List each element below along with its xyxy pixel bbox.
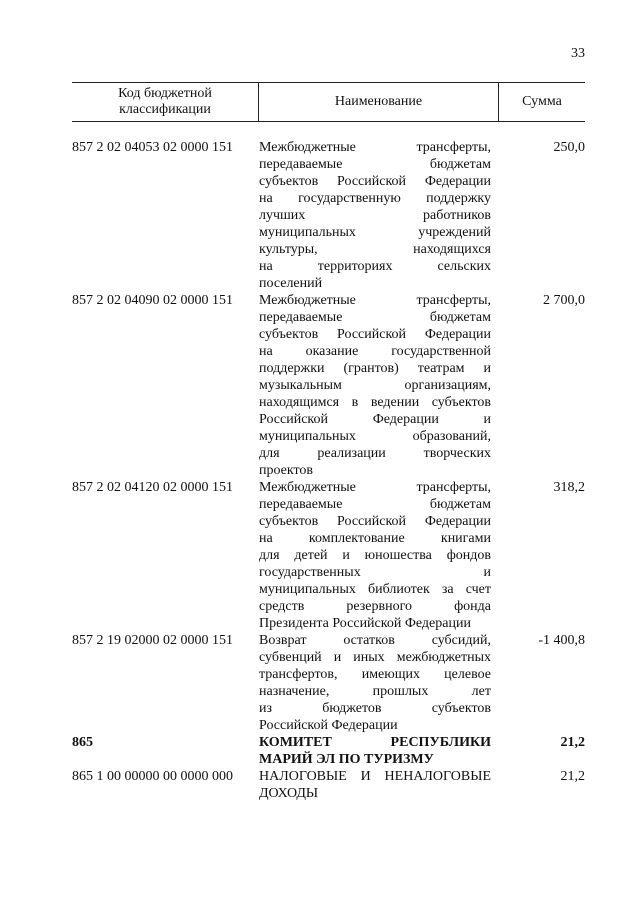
table-header [72,82,585,122]
row-name-line: муниципальных библиотек за счет [259,582,491,597]
row-name-line: из бюджетов субъектов [259,701,491,716]
table-body [72,139,585,802]
table-row [72,768,585,802]
row-name-line: на государственную поддержку [259,191,491,206]
row-name-line: государственных и [259,565,491,580]
table-row [72,632,585,734]
row-name-line: субъектов Российской Федерации [259,327,491,342]
table-row [72,734,585,768]
row-name-line: для детей и юношества фондов [259,548,491,563]
row-code: 865 [72,735,93,750]
table-row [72,139,585,292]
row-name-line: субвенций и иных межбюджетных [259,650,491,665]
row-name-line: ДОХОДЫ [259,786,319,801]
row-name-line: муниципальных образований, [259,429,491,444]
row-name-line: передаваемые бюджетам [259,497,491,512]
row-name-line: Российской Федерации и [259,412,491,427]
page-number: 33 [571,46,585,61]
row-name [259,734,491,768]
row-name-line: Межбюджетные трансферты, [259,293,491,308]
row-code: 857 2 02 04090 02 0000 151 [72,293,233,308]
row-name-line: назначение, прошлых лет [259,684,491,699]
row-name-line: трансфертов, имеющих целевое [259,667,491,682]
row-name-line: музыкальным организациям, [259,378,491,393]
row-sum: 2 700,0 [543,293,585,308]
row-sum: 21,2 [560,735,585,750]
row-name-line: на комплектование книгами [259,531,491,546]
row-name-line: Возврат остатков субсидий, [259,633,491,648]
row-name-line: поселений [259,276,323,291]
header-sum: Сумма [522,94,562,109]
row-code: 857 2 02 04120 02 0000 151 [72,480,233,495]
row-name-line: Межбюджетные трансферты, [259,480,491,495]
row-name [259,768,491,802]
header-name: Наименование [258,83,499,121]
row-name-line: находящимся в ведении субъектов [259,395,491,410]
row-name-line: лучших работников [259,208,491,223]
row-name-line: культуры, находящихся [259,242,491,257]
row-name-line: Межбюджетные трансферты, [259,140,491,155]
row-sum: 250,0 [553,140,585,155]
row-name [259,632,491,734]
row-name-line: поддержки (грантов) театрам и [259,361,491,376]
table-row [72,292,585,479]
row-name-line: Президента Российской Федерации [259,616,471,631]
row-name [259,292,491,479]
row-code: 865 1 00 00000 00 0000 000 [72,769,233,784]
row-code: 857 2 02 04053 02 0000 151 [72,140,233,155]
row-name-line: субъектов Российской Федерации [259,174,491,189]
row-name-line: на оказание государственной [259,344,491,359]
row-name-line: средств резервного фонда [259,599,491,614]
row-sum: 21,2 [560,769,585,784]
header-code: Код бюджетной классификации [118,86,212,117]
row-name [259,479,491,632]
table-row [72,479,585,632]
row-name [259,139,491,292]
row-sum: 318,2 [553,480,585,495]
row-name-line: проектов [259,463,314,478]
row-name-line: Российской Федерации [259,718,398,733]
row-name-line: муниципальных учреждений [259,225,491,240]
row-name-line: МАРИЙ ЭЛ ПО ТУРИЗМУ [259,752,434,767]
row-name-line: НАЛОГОВЫЕ И НЕНАЛОГОВЫЕ [259,769,491,784]
row-sum: -1 400,8 [538,633,585,648]
row-name-line: передаваемые бюджетам [259,157,491,172]
row-name-line: передаваемые бюджетам [259,310,491,325]
row-name-line: на территориях сельских [259,259,491,274]
row-name-line: субъектов Российской Федерации [259,514,491,529]
row-name-line: КОМИТЕТ РЕСПУБЛИКИ [259,735,491,750]
row-code: 857 2 19 02000 02 0000 151 [72,633,233,648]
row-name-line: для реализации творческих [259,446,491,461]
